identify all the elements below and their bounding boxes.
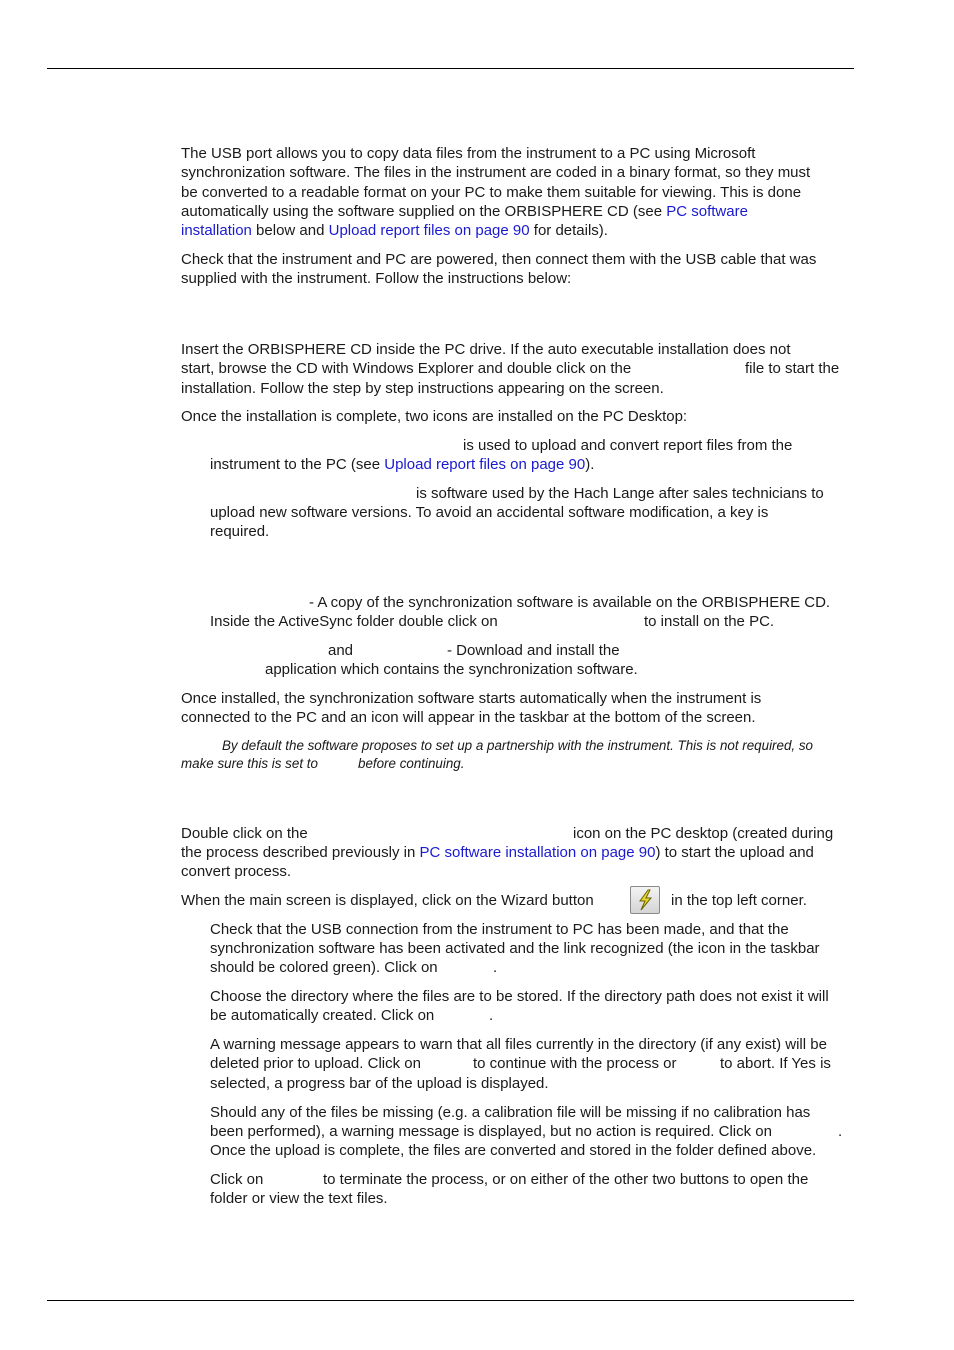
sync-item1-line-2b: to install on the PC.: [644, 613, 775, 630]
upload-report-link[interactable]: Upload report files on page 90: [328, 222, 530, 239]
step3-line-3: selected, a progress bar of the upload is displayed.: [210, 1075, 549, 1092]
sync-note-line-2: make sure this is set to: [181, 756, 318, 771]
step4-line-2: been performed), a warning message is displayed, but no action is required. Click on: [210, 1123, 772, 1140]
step5-line-2: folder or view the text files.: [210, 1190, 388, 1207]
lightning-bolt-icon: [631, 887, 659, 913]
step1-line-3: should be colored green). Click on: [210, 959, 438, 976]
install-bullet1-line-1: is used to upload and convert report files from the: [463, 437, 793, 454]
upload-p1-line-1a: Double click on the: [181, 825, 308, 842]
pc-software-link-cont[interactable]: installation: [181, 222, 252, 239]
step1-line-1: Check that the USB connection from the instrument to PC has been made, and that the: [210, 921, 789, 938]
install-bullet1-line-2: instrument to the PC (see Upload report files on page 90).: [210, 456, 595, 473]
step3-line-2c: to abort. If Yes is: [720, 1055, 831, 1072]
upload-p1-line-1b: icon on the PC desktop (created during: [573, 825, 834, 842]
step3-line-2a: deleted prior to upload. Click on: [210, 1055, 421, 1072]
step4-line-1: Should any of the files be missing (e.g. a calibration file will be missing if no calibration has: [210, 1104, 811, 1121]
intro-line-4: automatically using the software supplied on the ORBISPHERE CD (see PC software: [181, 203, 748, 220]
install-bullet2-line-2: upload new software versions. To avoid an accidental software modification, a key is: [210, 504, 769, 521]
intro-p2-line-2: supplied with the instrument. Follow the instructions below:: [181, 270, 572, 287]
install-line-1: Insert the ORBISPHERE CD inside the PC drive. If the auto executable installation does not: [181, 341, 791, 358]
sync-p1-line-1: Once installed, the synchronization software starts automatically when the instrument is: [181, 690, 762, 707]
step4-line-3: Once the upload is complete, the files are converted and stored in the folder defined above.: [210, 1142, 817, 1159]
bottom-rule: [47, 1300, 854, 1301]
install-line-2: start, browse the CD with Windows Explorer and double click on the: [181, 360, 632, 377]
step1-line-3-end: .: [493, 959, 498, 976]
top-rule: [47, 68, 854, 69]
sync-p1-line-2: connected to the PC and an icon will appear in the taskbar at the bottom of the screen.: [181, 709, 756, 726]
step1-line-2: synchronization software has been activated and the link recognized (the icon in the taskbar: [210, 940, 820, 957]
sync-note-line-2b: before continuing.: [358, 756, 465, 771]
step5-line-1b: to terminate the process, or on either of the other two buttons to open the: [323, 1171, 809, 1188]
sync-item2-line-2: application which contains the synchronization software.: [265, 661, 638, 678]
sync-item1-line-1: - A copy of the synchronization software is available on the ORBISPHERE CD.: [309, 594, 831, 611]
upload-report-link-2[interactable]: Upload report files on page 90: [384, 456, 586, 473]
sync-item1-line-2: Inside the ActiveSync folder double click on: [210, 613, 498, 630]
install-bullet2-line-1: is software used by the Hach Lange after sales technicians to: [416, 485, 824, 502]
install-line-2b: file to start the: [745, 360, 840, 377]
upload-p1-line-3: convert process.: [181, 863, 292, 880]
sync-note-line-1: By default the software proposes to set up a partnership with the instrument. This is not required, so: [222, 738, 813, 753]
pc-software-installation-link[interactable]: PC software installation on page 90: [419, 844, 656, 861]
upload-p2-line-b: in the top left corner.: [671, 892, 807, 909]
step3-line-2b: to continue with the process or: [473, 1055, 677, 1072]
upload-p1-line-2: the process described previously in PC software installation on page 90) to start the upload and: [181, 844, 814, 861]
install-p2: Once the installation is complete, two icons are installed on the PC Desktop:: [181, 408, 688, 425]
sync-item2-line-1: - Download and install the: [447, 642, 620, 659]
step5-line-1a: Click on: [210, 1171, 264, 1188]
intro-line-2: synchronization software. The files in the instrument are coded in a binary format, so they must: [181, 164, 811, 181]
step2-line-2-end: .: [489, 1007, 494, 1024]
sync-item2-and: and: [328, 642, 354, 659]
intro-p2-line-1: Check that the instrument and PC are powered, then connect them with the USB cable that was: [181, 251, 817, 268]
wizard-button[interactable]: [630, 886, 660, 914]
install-line-3: installation. Follow the step by step instructions appearing on the screen.: [181, 380, 664, 397]
intro-line-5: installation below and Upload report files on page 90 for details).: [181, 222, 608, 239]
pc-software-link[interactable]: PC software: [666, 203, 748, 220]
install-bullet2-line-3: required.: [210, 523, 270, 540]
step2-line-1: Choose the directory where the files are to be stored. If the directory path does not exist it will: [210, 988, 829, 1005]
intro-line-1: The USB port allows you to copy data files from the instrument to a PC using Microsoft: [181, 145, 756, 162]
step2-line-2: be automatically created. Click on: [210, 1007, 435, 1024]
upload-p2-line-a: When the main screen is displayed, click on the Wizard button: [181, 892, 594, 909]
intro-line-3: be converted to a readable format on your PC to make them suitable for viewing. This is done: [181, 184, 802, 201]
step4-line-2-end: .: [838, 1123, 843, 1140]
step3-line-1: A warning message appears to warn that all files currently in the directory (if any exist) will be: [210, 1036, 827, 1053]
